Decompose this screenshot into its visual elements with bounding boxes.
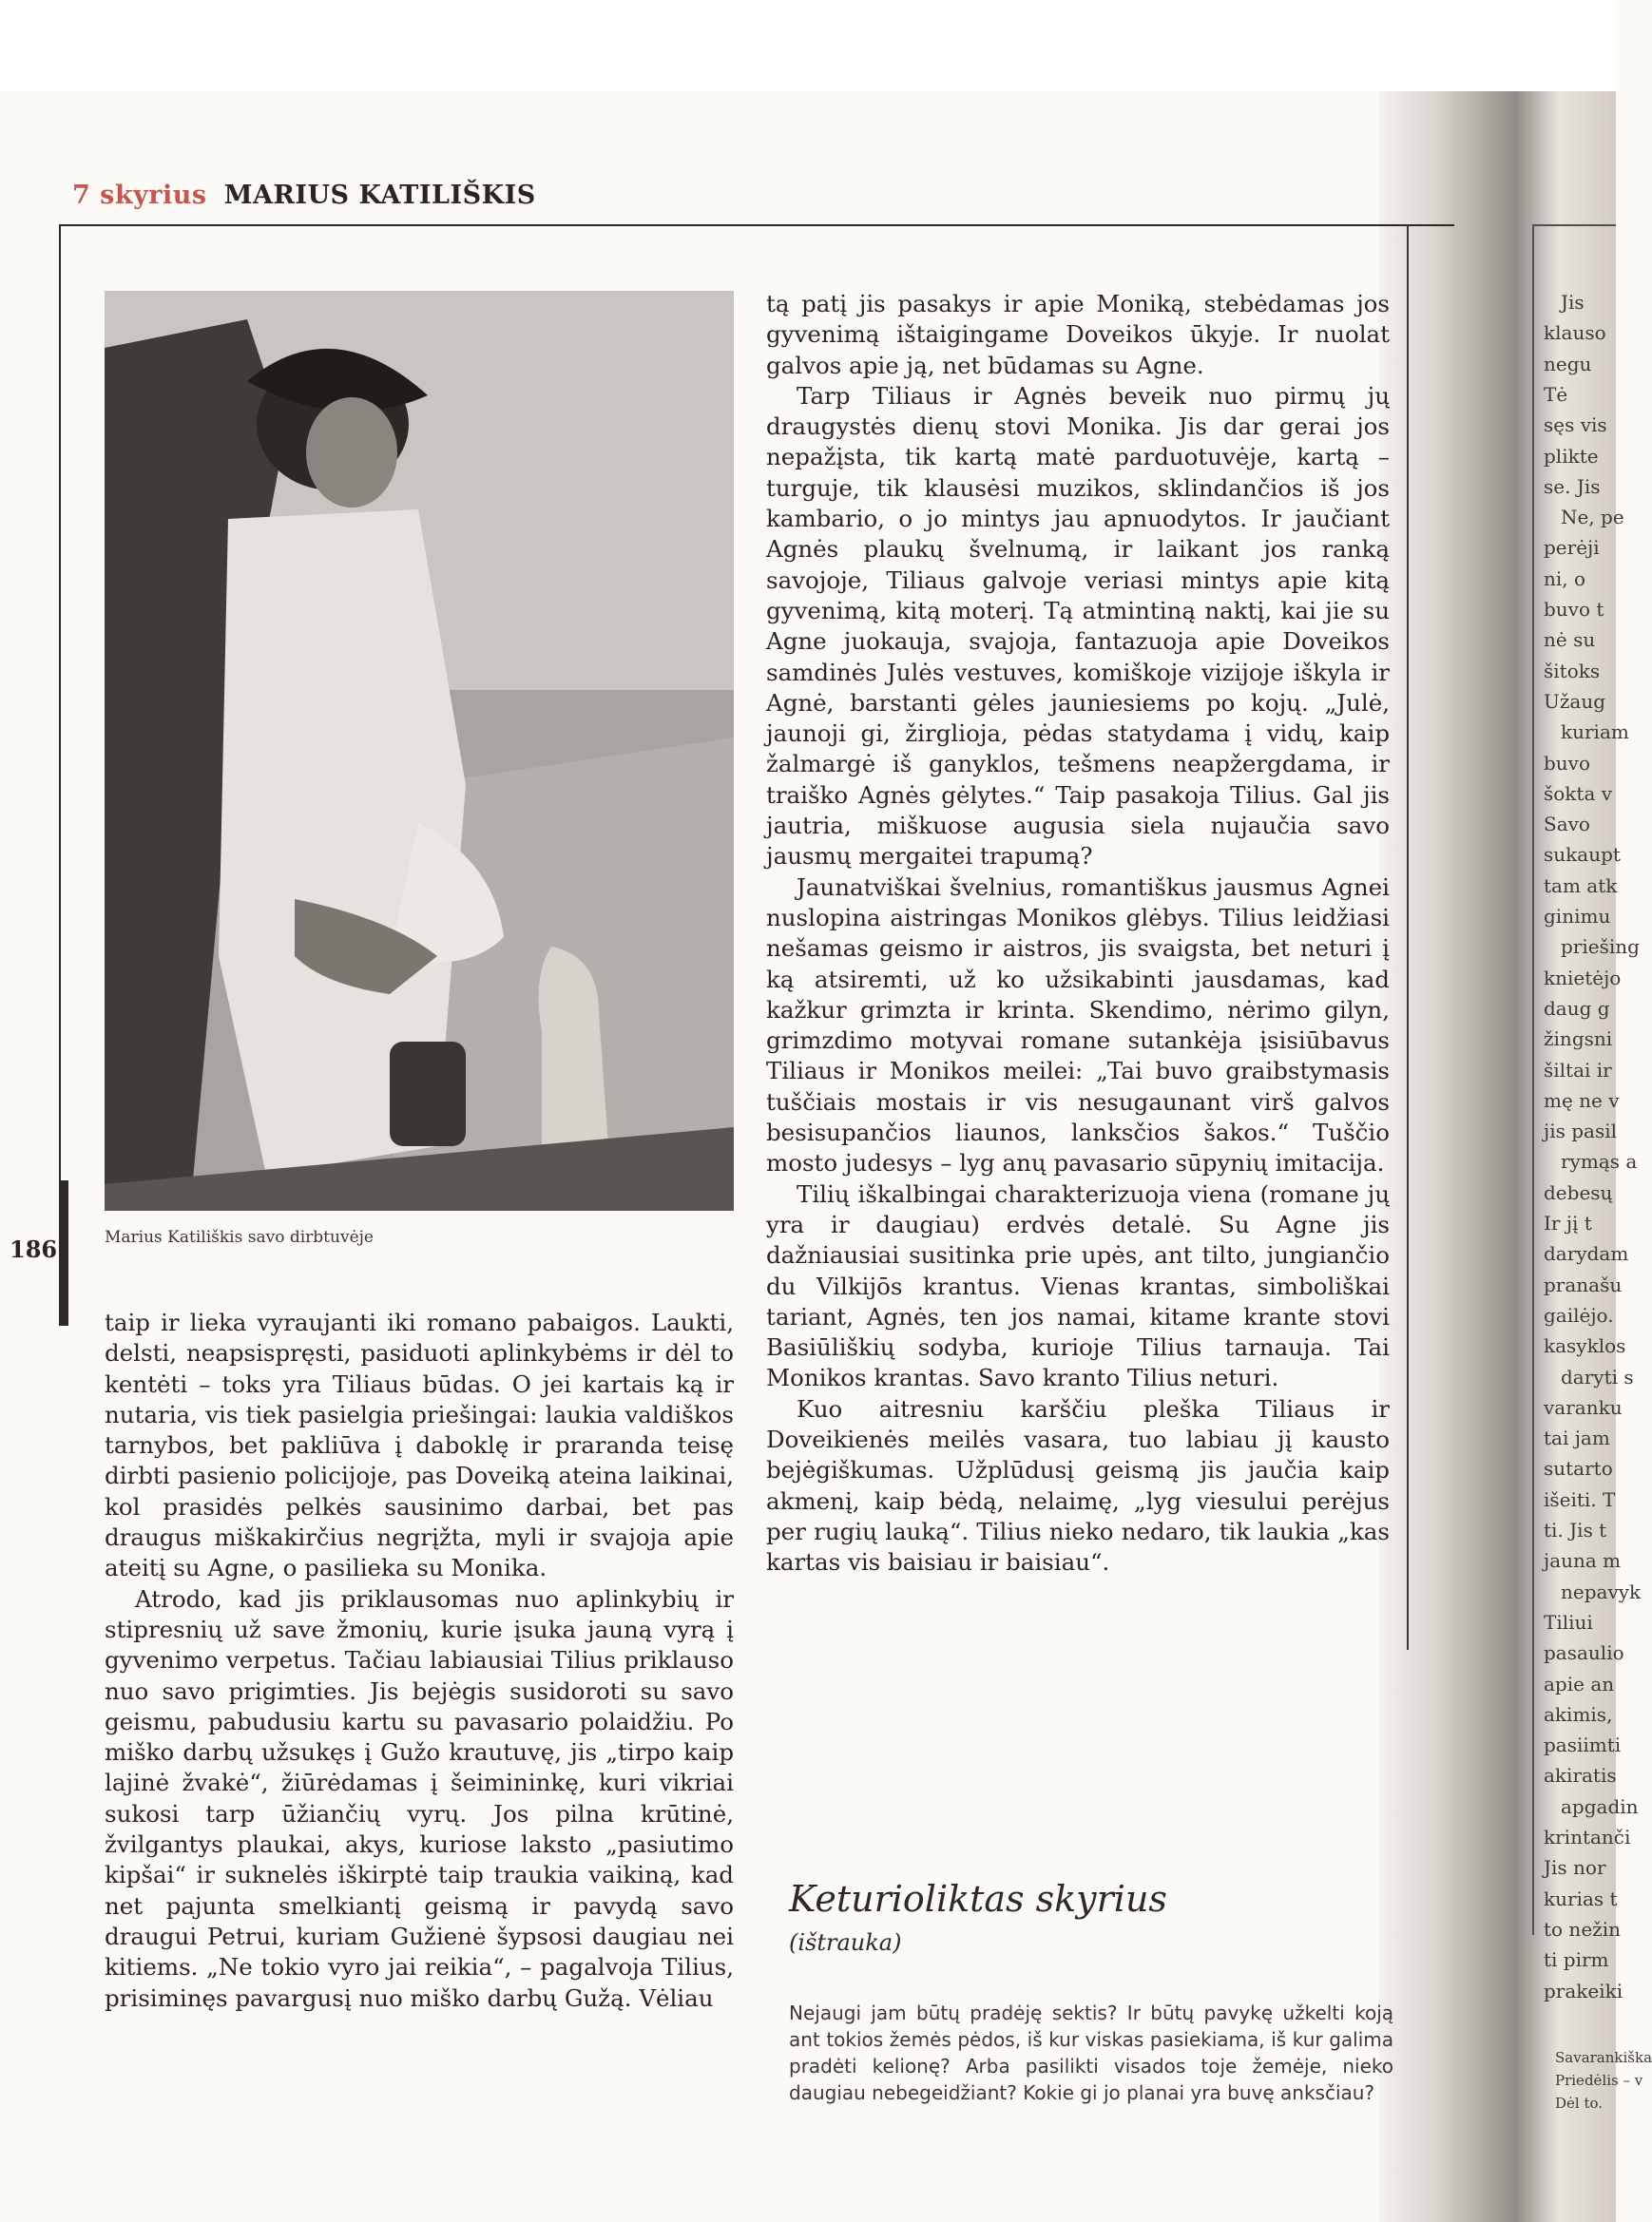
next-page-fragment: apie an bbox=[1544, 1672, 1615, 1695]
next-page-fragment: varanku bbox=[1544, 1395, 1623, 1419]
next-page-fragment: akiratis bbox=[1544, 1764, 1617, 1788]
next-page-fragment: tam atk bbox=[1544, 873, 1618, 897]
next-page-fragment: jauna m bbox=[1544, 1549, 1622, 1573]
next-page-fragment: šiltai ir bbox=[1544, 1058, 1612, 1082]
scan-top-margin bbox=[0, 0, 1616, 91]
next-page-fragment: akimis, bbox=[1544, 1702, 1613, 1726]
next-page-fragment: buvo bbox=[1544, 751, 1591, 775]
next-page-fragment: debesų bbox=[1544, 1180, 1613, 1204]
photo-icon bbox=[105, 291, 734, 1211]
section-subtitle: (ištrauka) bbox=[789, 1929, 902, 1956]
next-page-fragment: plikte bbox=[1544, 444, 1599, 468]
next-page-fragment: apgadin bbox=[1561, 1794, 1639, 1818]
next-page-edge bbox=[1532, 224, 1652, 2222]
next-page-fragment: sukaupt bbox=[1544, 843, 1621, 867]
frame-rule-top bbox=[59, 224, 1454, 226]
next-page-fragment: nė su bbox=[1544, 628, 1596, 652]
next-page-fragment: pasaulio bbox=[1544, 1641, 1624, 1665]
paragraph: tą patį jis pasakys ir apie Moniką, stebėdamas jos gyvenimą ištaigingame Doveikos ūkyje. Ir nuolat galvos apie ją, net būdamas su Agne. bbox=[766, 290, 1390, 379]
next-page-fragment: jis pasil bbox=[1544, 1120, 1618, 1143]
novel-excerpt bbox=[789, 2000, 1393, 2106]
paragraph: Kuo aitresniu karščiu pleška Tiliaus ir Doveikienės meilės vasara, tuo labiau jį kausto bejėgiškumas. Užplūdusį geismą jis jaučia kaip akmenį, kaip bėdą, nelaimę, „lyg viesului perėjus per rugių lauką“. Tilius nieko nedaro, tik laukia „kas kartas vis baisiau ir baisiau“. bbox=[766, 1394, 1390, 1577]
running-header bbox=[72, 181, 536, 210]
next-page-fragment: kasyklos bbox=[1544, 1334, 1626, 1358]
next-page-footnote: Savarankiška bbox=[1555, 2049, 1652, 2066]
next-page-fragment: Tiliui bbox=[1544, 1610, 1593, 1634]
next-page-fragment: negu bbox=[1544, 352, 1592, 375]
next-page-fragment: kuriam bbox=[1561, 720, 1629, 744]
chapter-label: 7 skyrius bbox=[72, 181, 207, 210]
paragraph: Tilių iškalbingai charakterizuoja viena (romane jų yra ir daugiau) erdvės detalė. Su Agne jis dažniausiai susitinka prie upės, ant tilto, jungiančio du Vilkijōs krantus. Vienas krantas, simboliškai tariant, Agnės, ten jos namai, kitame krante stovi Basiūliškių sodyba, kurioje Tilius tarnauja. Tai Monikos krantas. Savo kranto Tilius neturi. bbox=[766, 1179, 1390, 1392]
right-text-column bbox=[766, 289, 1390, 1578]
author-name: MARIUS KATILIŠKIS bbox=[223, 181, 536, 210]
next-page-fragment: sutarto bbox=[1544, 1457, 1613, 1481]
next-page-fragment: darydam bbox=[1544, 1242, 1629, 1266]
next-page-fragment: perėji bbox=[1544, 536, 1600, 560]
next-page-fragment: ginimu bbox=[1544, 905, 1611, 928]
next-page-fragment: buvo t bbox=[1544, 598, 1604, 621]
next-page-fragment: Užaug bbox=[1544, 689, 1605, 713]
next-page-fragment: Ir jį t bbox=[1544, 1212, 1592, 1235]
page-tab-marker bbox=[59, 1180, 68, 1326]
next-page-fragment: prakeiki bbox=[1544, 1979, 1623, 2002]
next-page-fragment: mę ne v bbox=[1544, 1088, 1620, 1112]
next-page-fragment: Savo bbox=[1544, 813, 1590, 836]
next-page-fragment: to nežin bbox=[1544, 1917, 1621, 1941]
next-page-fragment: klauso bbox=[1544, 321, 1606, 345]
next-page-fragment: Jis nor bbox=[1544, 1856, 1606, 1880]
next-page-footnote: Priedėlis – v bbox=[1555, 2072, 1643, 2089]
excerpt-text: Nejaugi jam būtų pradėję sektis? Ir būtų pavykę užkelti koją ant tokios žemės pėdos, iš kur viskas pasiekiama, iš kur galima pradėti kelionę? Arba pasilikti visados toje žemėje, nieko daugiau nebegeidžiant? Kokie gi jo planai yra buvę anksčiau? bbox=[789, 2002, 1393, 2104]
frame-rule-left bbox=[59, 224, 61, 1184]
paragraph: Jaunatviškai švelnius, romantiškus jausmus Agnei nuslopina aistringas Monikos glėbys. Tilius leidžiasi nešamas geismo ir aistros, jis svaigsta, bet neturi į ką atsiremti, už ko užsikabinti jausdamas, kad kažkur grimzta ir krinta. Skendimo, nėrimo gilyn, grimzdimo motyvai romane sutankėja įsisiūbavus Tiliaus ir Monikos meilei: „Tai buvo graibstymasis tuščiais mostais ir vis nesugaunant virš galvos besisupančios liaunos, lanksčios šakos.“ Tuščio mosto judesys – lyg anų pavasario sūpynių imitacija. bbox=[766, 872, 1390, 1178]
page-number: 186 bbox=[10, 1236, 58, 1263]
next-page-footnote: Dėl to. bbox=[1555, 2095, 1604, 2112]
next-page-fragment: ni, o bbox=[1544, 566, 1586, 590]
next-page-fragment: pasiimti bbox=[1544, 1734, 1622, 1757]
frame-rule-right bbox=[1407, 224, 1409, 1650]
next-page-fragment: sęs vis bbox=[1544, 413, 1607, 437]
next-page-fragment: šokta v bbox=[1544, 781, 1613, 805]
section-title: Keturioliktas skyrius bbox=[789, 1878, 1167, 1920]
next-page-fragment: tai jam bbox=[1544, 1427, 1610, 1450]
author-photo bbox=[105, 291, 734, 1211]
next-page-fragment: daryti s bbox=[1561, 1365, 1634, 1389]
next-page-fragment: Tė bbox=[1544, 382, 1568, 406]
next-page-fragment: ti pirm bbox=[1544, 1948, 1609, 1972]
next-page-fragment: nepavyk bbox=[1561, 1580, 1642, 1603]
next-page-fragment: žingsni bbox=[1544, 1027, 1613, 1051]
next-page-fragment: daug g bbox=[1544, 996, 1610, 1020]
next-page-fragment: krintanči bbox=[1544, 1826, 1631, 1848]
next-page-fragment: gailėjo. bbox=[1544, 1303, 1614, 1327]
paragraph: Tarp Tiliaus ir Agnės beveik nuo pirmų jų draugystės dienų stovi Monika. Jis dar gerai jos nepažįsta, tik kartą matė parduotuvėje, kartą – turguje, tik klausėsi muzikos, sklindančios iš jos kambario, o jo mintys jau apnuodytos. Ir jaučiant Agnės plaukų švelnumą, ir laikant jos ranką savojoje, Tiliaus galvoje veriasi mintys apie kitą gyvenimą, kitą moterį. Tą atmintiną naktį, kai jie su Agne juokauja, svajoja, fantazuoja apie Doveikos samdinės Julės vestuves, komiškoje vizijoje iškyla ir Agnė, barstanti gėles jauniesiems po kojų. „Julė, jaunoji gi, žirglioja, pėdas statydama į vidų, kaip žalmargė iš ganyklos, tešmens neapžergdama, ir traiško Agnės gėlytes.“ Taip pasakoja Tilius. Gal jis jautria, miškuose augusia siela nujaučia savo jausmų mergaitei trapumą? bbox=[766, 381, 1390, 871]
next-page-fragment: knietėjo bbox=[1544, 966, 1622, 989]
paragraph: Atrodo, kad jis priklausomas nuo aplinkybių ir stipresnių už save žmonių, kurie įsuka jauną vyrą į gyvenimo verpetus. Tačiau labiausiai Tilius priklauso nuo savo prigimties. Jis bejėgis susidoroti su savo geismu, pabudusiu kartu su pavasario polaidžiu. Po miško darbų užsukęs į Gužo krautuvę, jis „tirpo kaip lajinė žvakė“, žiūrėdamas į šeimininkę, kuri vikriai sukosi tarp ūžiančių vyrų. Jos pilna krūtinė, žvilgantys plaukai, akys, kuriose laksto „pasiutimo kipšai“ ir suknelės iškirptė taip traukia vaikiną, kad net pajunta smelkiantį geismą ir pavydą savo draugui Petrui, kuriam Gužienė šypsosi daugiau nei kitiems. „Ne tokio vyro jai reikia“, – pagalvoja Tilius, prisiminęs pavargusį nuo miško darbų Gužą. Vėliau bbox=[105, 1584, 734, 2012]
next-page-fragment: kurias t bbox=[1544, 1887, 1618, 1910]
next-page-fragment: šitoks bbox=[1544, 659, 1601, 682]
next-page-fragment: Ne, pe bbox=[1561, 506, 1624, 529]
next-page-fragment: se. Jis bbox=[1544, 474, 1601, 498]
next-page-fragment: išeiti. T bbox=[1544, 1487, 1616, 1511]
photo-caption: Marius Katiliškis savo dirbtuvėje bbox=[105, 1228, 374, 1247]
next-page-fragment: pranašu bbox=[1544, 1273, 1623, 1296]
next-page-fragment: rymąs a bbox=[1561, 1150, 1638, 1174]
next-page-fragment: ti. Jis t bbox=[1544, 1519, 1607, 1542]
next-page-fragment: priešing bbox=[1561, 935, 1640, 959]
left-text-column bbox=[105, 1308, 734, 2014]
next-page-fragment: Jis bbox=[1561, 291, 1585, 314]
paragraph: taip ir lieka vyraujanti iki romano pabaigos. Laukti, delsti, neapsispręsti, pasiduoti aplinkybėms ir dėl to kentėti – toks yra Tiliaus būdas. O jei kartais ką ir nutaria, vis tiek pasielgia priešingai: laukia valdiškos tarnybos, bet pakliūva į daboklę ir praranda teisę dirbti pasienio policijoje, pas Doveiką ateina laikinai, kol prasidės pelkės sausinimo darbai, bet pas draugus miškakirčius negrįžta, myli ir svajoja apie ateitį su Agne, o pasilieka su Monika. bbox=[105, 1309, 734, 1582]
